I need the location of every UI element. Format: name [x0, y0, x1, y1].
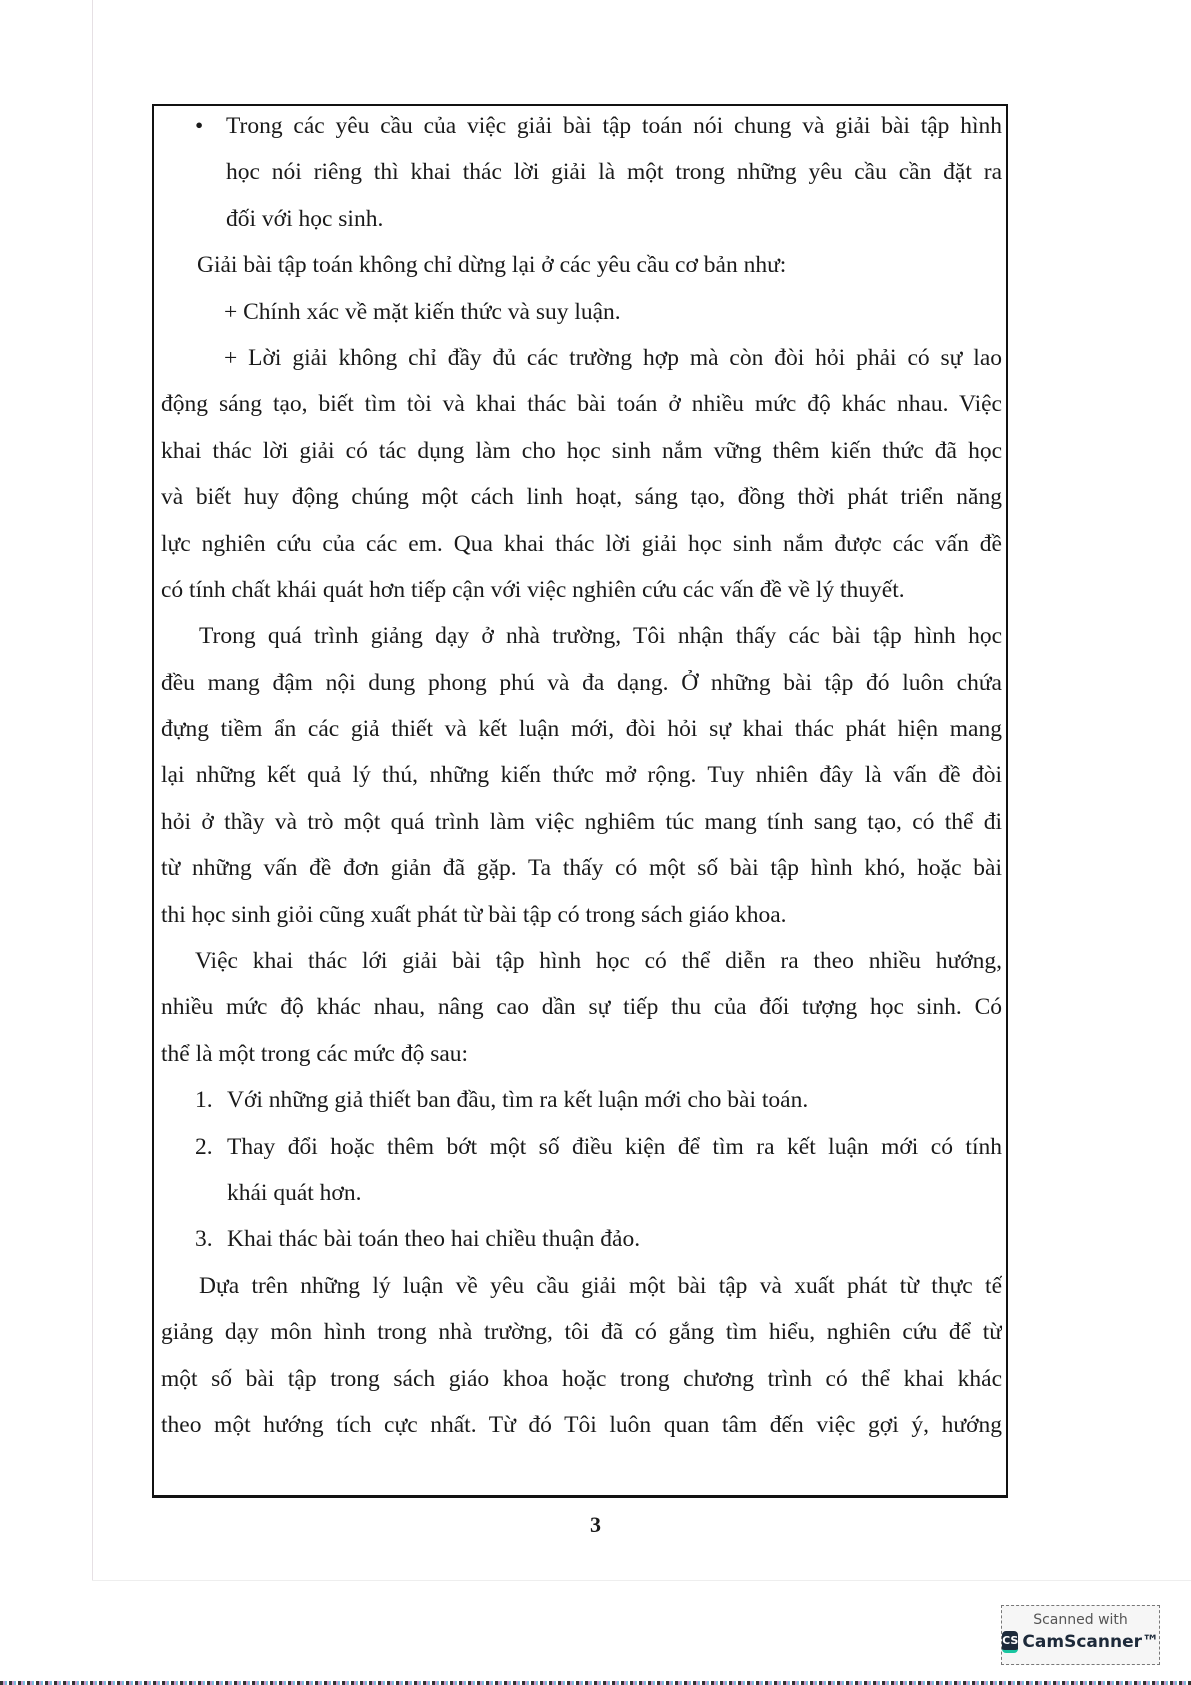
text-line: [161, 799, 1002, 845]
watermark-caption: Scanned with: [1033, 1612, 1128, 1628]
page-edge: [92, 0, 93, 1580]
text-line: [161, 1309, 1002, 1355]
line-text: Với những giả thiết ban đầu, tìm ra kết luận mới cho bài toán.: [227, 1087, 809, 1114]
line-text: thể là một trong các mức độ sau:: [161, 1040, 469, 1067]
line-text: + Lời giải không chỉ đầy đủ các trường hợp mà còn đòi hỏi phải có sự lao: [224, 344, 1002, 371]
text-line: [161, 938, 1002, 984]
line-text: một số bài tập trong sách giáo khoa hoặc trong chương trình có thể khai khác: [161, 1365, 1002, 1392]
line-text: đều mang đậm nội dung phong phú và đa dạng. Ở những bài tập đó luôn chứa: [161, 669, 1002, 696]
text-line: [161, 752, 1002, 798]
list-number: 3.: [195, 1226, 213, 1253]
text-line: [161, 521, 1002, 567]
line-text: lực nghiên cứu của các em. Qua khai thác lời giải học sinh nắm được các vấn đề: [161, 530, 1002, 557]
text-line: [161, 381, 1002, 427]
text-line: [161, 1216, 1002, 1262]
text-line: [161, 149, 1002, 195]
line-text: học nói riêng thì khai thác lời giải là một trong những yêu cầu cần đặt ra: [226, 159, 1002, 186]
text-line: [161, 242, 1002, 288]
text-line: [161, 1124, 1002, 1170]
text-line: [161, 196, 1002, 242]
line-text: thi học sinh giỏi cũng xuất phát từ bài tập có trong sách giáo khoa.: [161, 901, 787, 928]
line-text: khái quát hơn.: [227, 1179, 362, 1206]
line-text: nhiều mức độ khác nhau, nâng cao dần sự tiếp thu của đối tượng học sinh. Có: [161, 994, 1002, 1021]
text-line: [161, 428, 1002, 474]
text-line: [161, 289, 1002, 335]
text-line: [161, 984, 1002, 1030]
text-line: [161, 567, 1002, 613]
line-text: Trong quá trình giảng dạy ở nhà trường, Tôi nhận thấy các bài tập hình học: [199, 623, 1002, 650]
line-text: khai thác lời giải có tác dụng làm cho học sinh nắm vững thêm kiến thức đã học: [161, 437, 1002, 464]
line-text: Thay đổi hoặc thêm bớt một số điều kiện để tìm ra kết luận mới có tính: [227, 1133, 1002, 1160]
line-text: Trong các yêu cầu của việc giải bài tập toán nói chung và giải bài tập hình: [226, 113, 1002, 139]
line-text: và biết huy động chúng một cách linh hoạt, sáng tạo, đồng thời phát triển năng: [161, 484, 1002, 511]
watermark-brand: CamScanner™: [1022, 1632, 1159, 1652]
text-line: [161, 1263, 1002, 1309]
text-line: [161, 660, 1002, 706]
line-text: hỏi ở thầy và trò một quá trình làm việc nghiêm túc mang tính sang tạo, có thể đi: [161, 808, 1002, 835]
text-line: [161, 1077, 1002, 1123]
text-line: [161, 335, 1002, 381]
camscanner-watermark: [1001, 1605, 1160, 1665]
line-text: đối với học sinh.: [226, 205, 384, 232]
scan-edge-artifact: [0, 1681, 1191, 1685]
text-line: [161, 613, 1002, 659]
line-text: theo một hướng tích cực nhất. Từ đó Tôi luôn quan tâm đến việc gợi ý, hướng: [161, 1411, 1002, 1438]
document-body: [161, 103, 1002, 1448]
page-edge-bottom: [92, 1580, 1191, 1581]
line-text: Giải bài tập toán không chỉ dừng lại ở các yêu cầu cơ bản như:: [197, 252, 787, 279]
text-line: [161, 845, 1002, 891]
text-line: [161, 1031, 1002, 1077]
text-line: [161, 103, 1002, 149]
bullet-icon: •: [195, 113, 204, 139]
text-line: [161, 1402, 1002, 1448]
text-line: [161, 474, 1002, 520]
line-text: + Chính xác về mặt kiến thức và suy luận.: [224, 298, 621, 325]
line-text: có tính chất khái quát hơn tiếp cận với việc nghiên cứu các vấn đề về lý thuyết.: [161, 576, 905, 603]
text-line: [161, 1170, 1002, 1216]
line-text: Việc khai thác lới giải bài tập hình học có thể diễn ra theo nhiều hướng,: [195, 948, 1002, 975]
text-line: [161, 1356, 1002, 1402]
line-text: từ những vấn đề đơn giản đã gặp. Ta thấy có một số bài tập hình khó, hoặc bài: [161, 855, 1002, 882]
line-text: lại những kết quả lý thú, những kiến thức mở rộng. Tuy nhiên đây là vấn đề đòi: [161, 762, 1002, 789]
line-text: Khai thác bài toán theo hai chiều thuận đảo.: [227, 1226, 641, 1253]
line-text: đựng tiềm ẩn các giả thiết và kết luận mới, đòi hỏi sự khai thác phát hiện mang: [161, 716, 1002, 743]
camscanner-logo-icon: CS: [1002, 1631, 1018, 1653]
list-number: 1.: [195, 1087, 213, 1114]
text-line: [161, 892, 1002, 938]
list-number: 2.: [195, 1133, 213, 1160]
text-line: [161, 706, 1002, 752]
line-text: động sáng tạo, biết tìm tòi và khai thác bài toán ở nhiều mức độ khác nhau. Việc: [161, 391, 1002, 418]
line-text: Dựa trên những lý luận về yêu cầu giải một bài tập và xuất phát từ thực tế: [199, 1272, 1002, 1299]
line-text: giảng dạy môn hình trong nhà trường, tôi đã có gắng tìm hiểu, nghiên cứu để từ: [161, 1319, 1002, 1346]
page-number: 3: [590, 1512, 601, 1537]
